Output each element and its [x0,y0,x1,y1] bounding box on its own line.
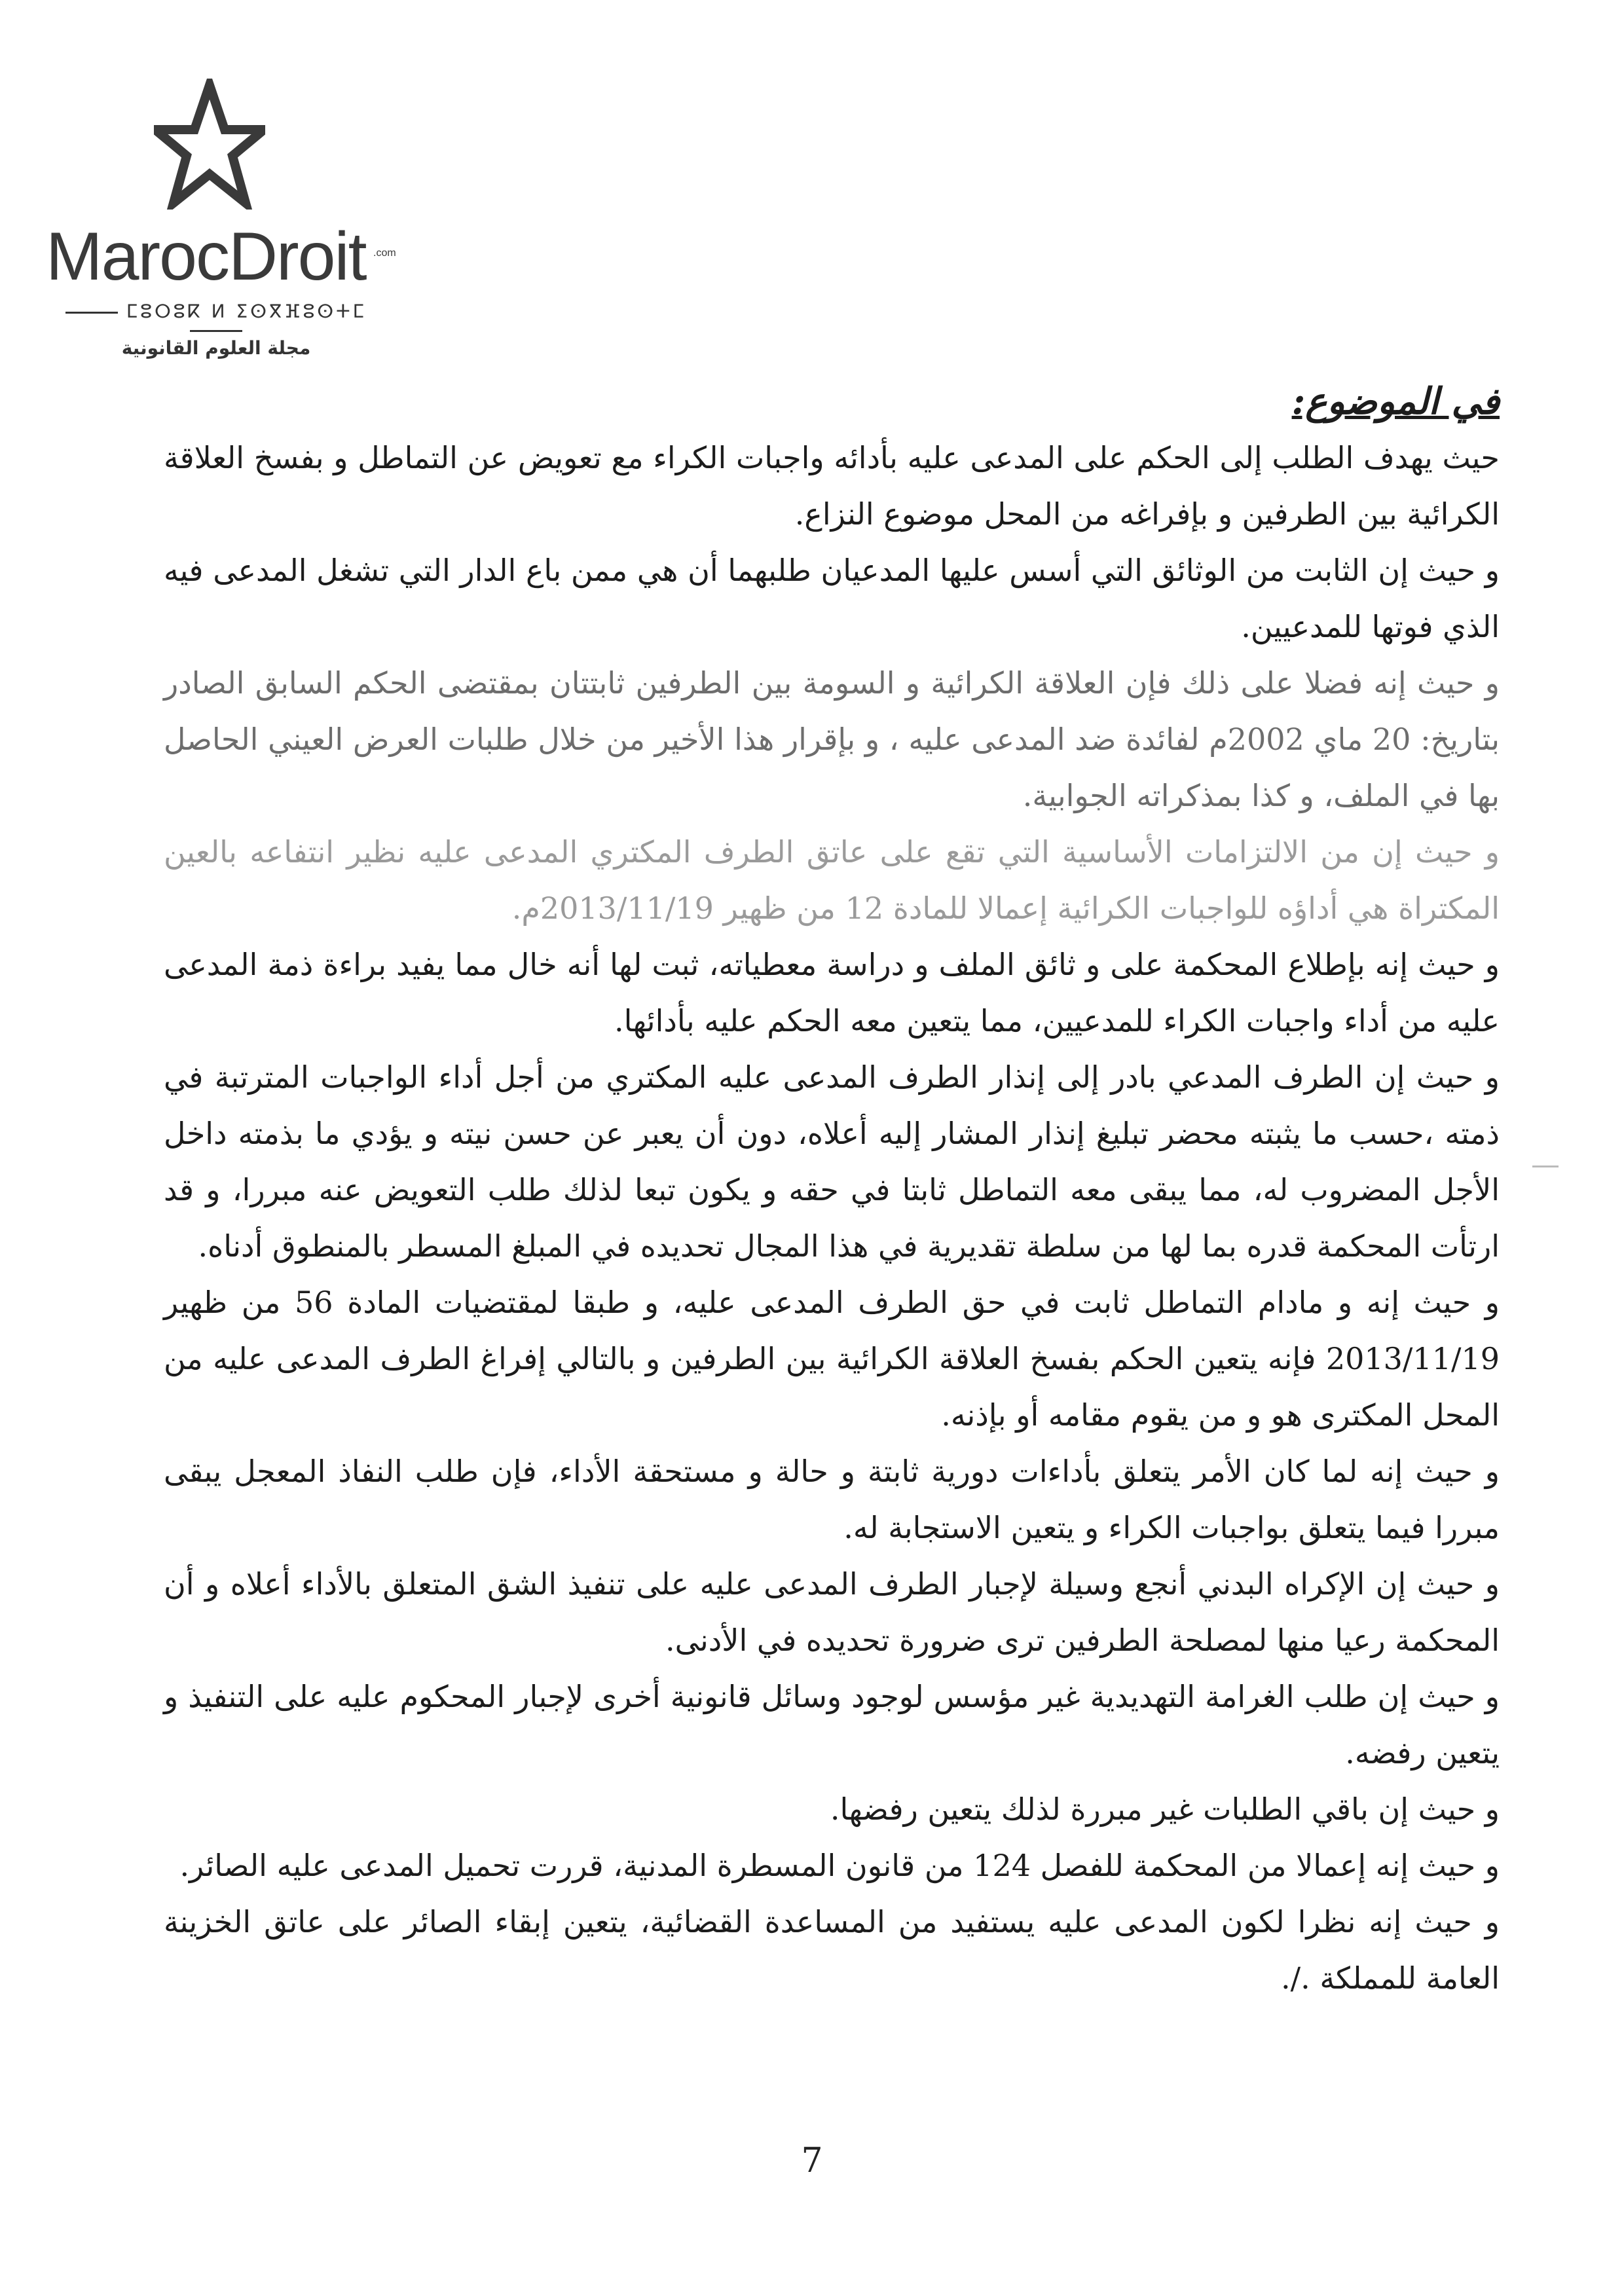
divider [65,312,118,314]
document-body [164,373,1500,2006]
paragraph-7: و حيث إنه و مادام التماطل ثابت في حق الطرف المدعى عليه، و طبقا لمقتضيات المادة 56 من ظهير 2013/11/19 فإنه يتعين الحكم بفسخ العلاقة الكرائية بين الطرفين و بالتالي إفراغ الطرف المدعى عليه من المحل المكترى هو و من يقوم مقامه أو بإذنه. [164,1285,1500,1433]
page-number: 7 [801,2141,823,2180]
logo-arabic-subtitle: مجلة العلوم القانونية [121,337,311,359]
paragraph-6: و حيث إن الطرف المدعي بادر إلى إنذار الطرف المدعى عليه المكتري من أجل أداء الواجبات المترتبة في ذمته ،حسب ما يثبته محضر تبليغ إنذار المشار إليه أعلاه، دون أن يعبر عن حسن نيته و يؤدي ما بذمته داخل الأجل المضروب له، مما يبقى معه التماطل ثابتا في حقه و يكون تبعا لذلك طلب التعويض عنه مبررا، و قد ارتأت المحكمة قدره بما لها من سلطة تقديرية في هذا المجال تحديده في المبلغ المسطر بالمنطوق أدناه. [164,1059,1500,1264]
paragraph-9: و حيث إن الإكراه البدني أنجع وسيلة لإجبار الطرف المدعى عليه على تنفيذ الشق المتعلق بالأداء أعلاه و أن المحكمة رعيا منها لمصلحة الطرفين ترى ضرورة تحديده في الأدنى. [164,1566,1500,1658]
logo-com-suffix: .com [373,248,396,259]
star-icon [154,79,265,210]
paragraph-5: و حيث إنه بإطلاع المحكمة على و ثائق الملف و دراسة معطياته، ثبت لها أنه خال مما يفيد براءة ذمة المدعى عليه من أداء واجبات الكراء للمدعيين، مما يتعين معه الحكم عليه بأدائها. [164,947,1500,1038]
paragraph-1: حيث يهدف الطلب إلى الحكم على المدعى عليه بأدائه واجبات الكراء مع تعويض عن التماطل و بفسخ العلاقة الكرائية بين الطرفين و بإفراغه من المحل موضوع النزاع. [164,440,1500,532]
scan-mark [1532,1166,1559,1167]
paragraph-11: و حيث إن باقي الطلبات غير مبررة لذلك يتعين رفضها. [830,1791,1500,1827]
paragraph-2: و حيث إن الثابت من الوثائق التي أسس عليها المدعيان طلبهما أن هي ممن باع الدار التي تشغل المدعى فيه الذي فوتها للمدعيين. [164,553,1500,644]
marocdroit-logo [46,79,413,367]
logo-tifinagh [46,303,386,339]
paragraph-10: و حيث إن طلب الغرامة التهديدية غير مؤسس لوجود وسائل قانونية أخرى لإجبار المحكوم عليه على التنفيذ و يتعين رفضه. [164,1679,1500,1771]
paragraph-8: و حيث إنه لما كان الأمر يتعلق بأداءات دورية ثابتة و حالة و مستحقة الأداء، فإن طلب النفاذ المعجل يبقى مبررا فيما يتعلق بواجبات الكراء و يتعين الاستجابة له. [164,1454,1500,1545]
paragraph-3: و حيث إنه فضلا على ذلك فإن العلاقة الكرائية و السومة بين الطرفين ثابتتان بمقتضى الحكم السابق الصادر بتاريخ: 20 ماي 2002م لفائدة ضد المدعى عليه ، و بإقرار هذا الأخير من خلال طلبات العرض العيني الحاصل بها في الملف، و كذا بمذكراته الجوابية. [164,665,1500,813]
logo-title: MarocDroit [46,219,366,295]
paragraph-4: و حيث إن من الالتزامات الأساسية التي تقع على عاتق الطرف المكتري المدعى عليه نظير انتفاعه بالعين المكتراة هي أداؤه للواجبات الكرائية إعمالا للمادة 12 من ظهير 2013/11/19م. [164,834,1500,926]
logo-tifinagh-text: ⵎⵓⵔⵓⴽ ⵍ ⵉⵙⴳⴼⵓⵙⵜⵎ [126,301,367,322]
divider [190,330,242,332]
paragraph-13: و حيث إنه نظرا لكون المدعى عليه يستفيد من المساعدة القضائية، يتعين إبقاء الصائر على عاتق الخزينة العامة للمملكة ./. [164,1904,1500,1996]
section-heading: في الموضوع: [1291,380,1500,423]
paragraph-12: و حيث إنه إعمالا من المحكمة للفصل 124 من قانون المسطرة المدنية، قررت تحميل المدعى عليه الصائر. [179,1848,1500,1883]
